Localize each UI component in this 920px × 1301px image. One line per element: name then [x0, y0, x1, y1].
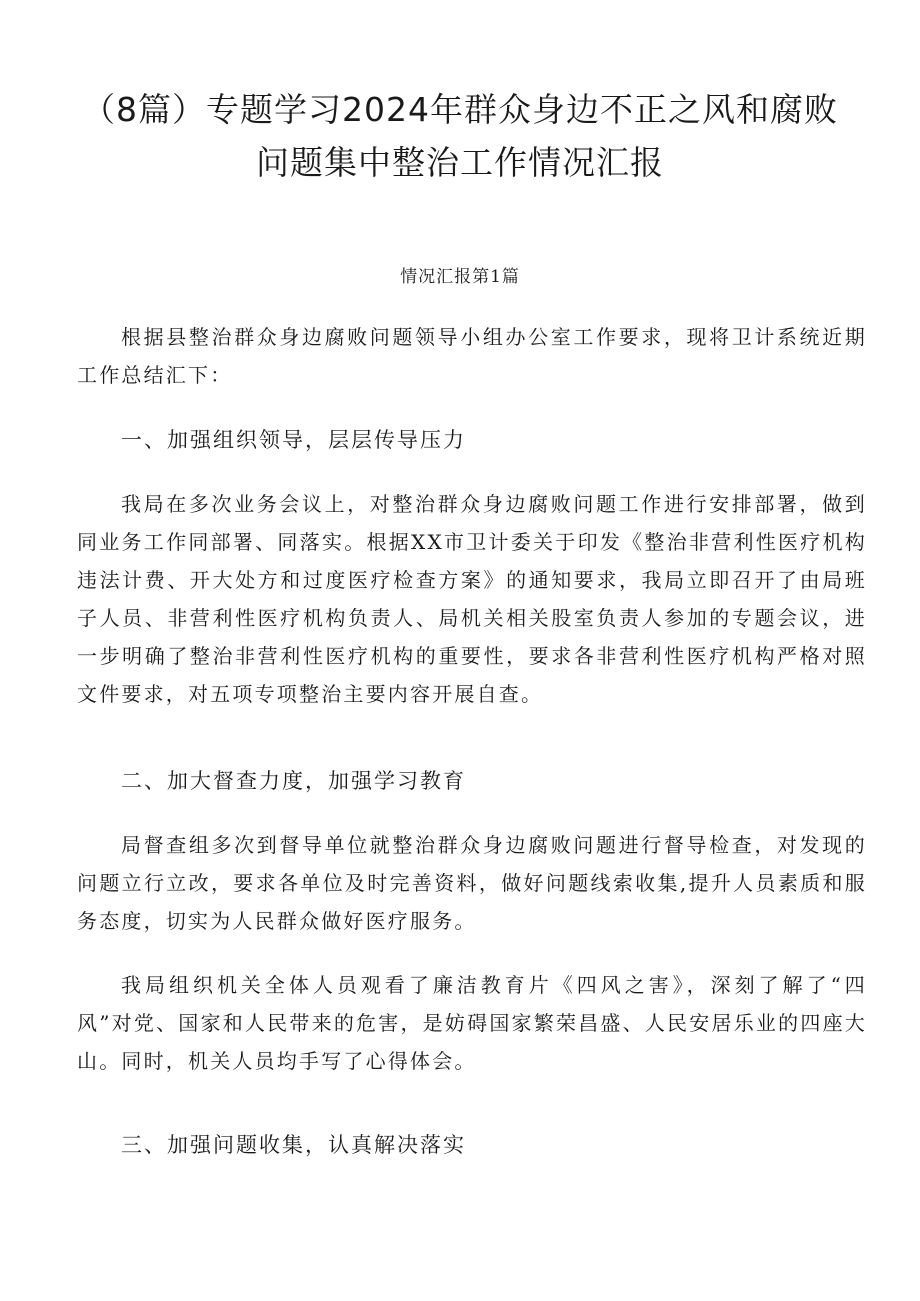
- section3-heading: 三、加强问题收集，认真解决落实: [121, 1133, 466, 1157]
- section1-paragraph: 我局在多次业务会议上，对整治群众身边腐败问题工作进行安排部署，做到同业务工作同部署、同落实。根据XX市卫计委关于印发《整治非营利性医疗机构违法计费、开大处方和过度医疗检查方案》的通知要求，我局立即召开了由局班子人员、非营利性医疗机构负责人、局机关相关股室负责人参加的专题会议，进一步明确了整治非营利性医疗机构的重要性，要求各非营利性医疗机构严格对照文件要求，对五项专项整治主要内容开展自查。: [77, 492, 867, 706]
- section2-paragraph1: 局督查组多次到督导单位就整治群众身边腐败问题进行督导检查，对发现的问题立行立改，要求各单位及时完善资料，做好问题线索收集,提升人员素质和服务态度，切实为人民群众做好医疗服务。: [77, 833, 867, 933]
- section2-paragraph2: 我局组织机关全体人员观看了廉洁教育片《四风之害》，深刻了解了“四风”对党、国家和人民带来的危害，是妨碍国家繁荣昌盛、人民安居乐业的四座大山。同时，机关人员均手写了心得体会。: [77, 973, 867, 1073]
- section2-heading: 二、加大督查力度，加强学习教育: [121, 769, 466, 793]
- document-title-line2: 问题集中整治工作情况汇报: [256, 143, 664, 182]
- intro-paragraph: 根据县整治群众身边腐败问题领导小组办公室工作要求，现将卫计系统近期工作总结汇下：: [77, 325, 867, 387]
- section1-heading: 一、加强组织领导，层层传导压力: [121, 428, 466, 452]
- report-subtitle: 情况汇报第1篇: [400, 267, 520, 287]
- document-title-line1: （8篇）专题学习2024年群众身边不正之风和腐败: [82, 90, 838, 129]
